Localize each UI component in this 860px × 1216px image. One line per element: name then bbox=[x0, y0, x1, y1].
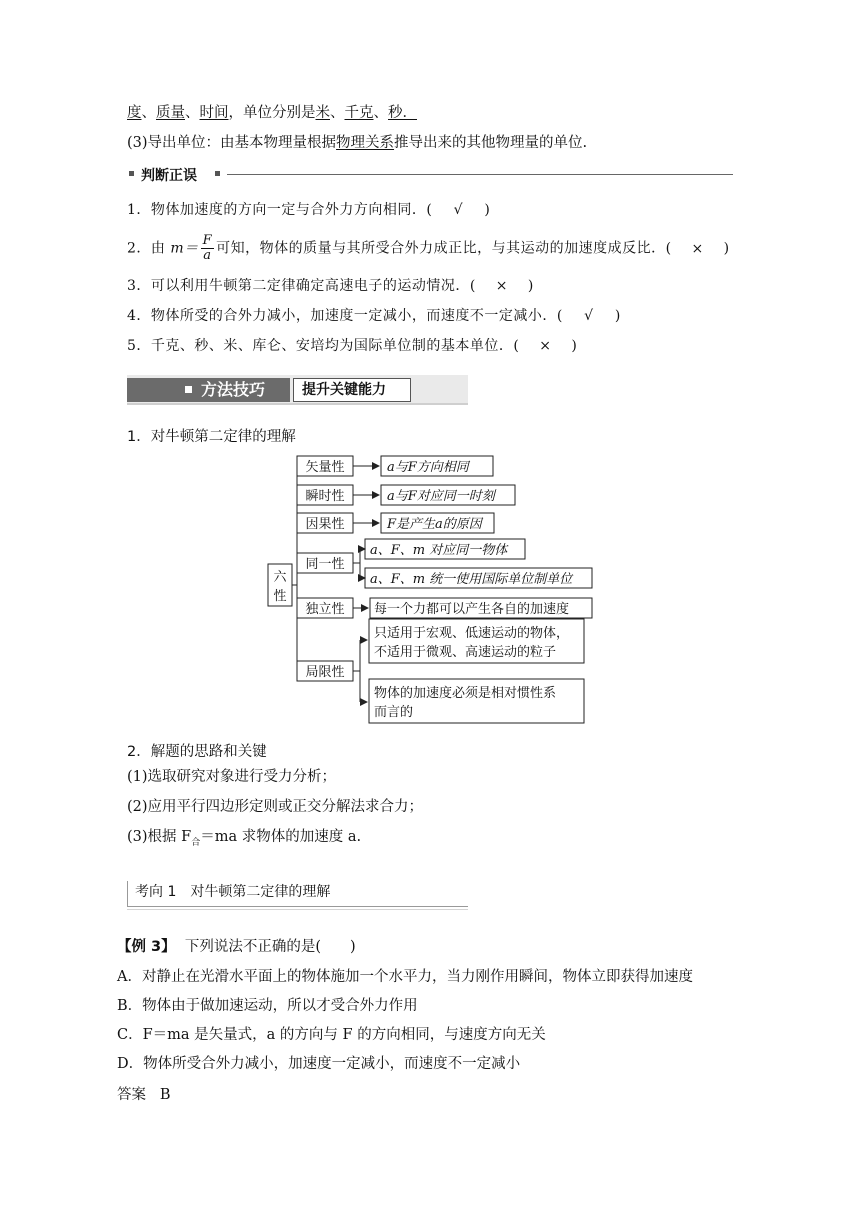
option-b: B．物体由于做加速运动，所以才受合外力作用 bbox=[117, 998, 418, 1014]
property-label: 因果性 bbox=[305, 517, 345, 532]
kaoxiang-header bbox=[127, 878, 468, 910]
intro-line-1 bbox=[127, 103, 417, 123]
banner-right-box bbox=[293, 378, 411, 402]
kaoxiang-title: 考向 1 对牛顿第二定律的理解 bbox=[135, 884, 331, 900]
judge-mark: × bbox=[539, 338, 552, 354]
judge-item-text: 5．千克、秒、米、库仑、安培均为国际单位制的基本单位．( bbox=[127, 338, 520, 354]
header-rule bbox=[127, 906, 468, 907]
paren: ) bbox=[484, 202, 491, 218]
intro-text: 推导出来的其他物理量的单位. bbox=[394, 135, 588, 151]
paren: ) bbox=[723, 240, 730, 257]
answer-label: 答案 bbox=[117, 1087, 146, 1103]
section-1-title: 1．对牛顿第二定律的理解 bbox=[127, 429, 296, 445]
description-text: a与F方向相同 bbox=[387, 460, 469, 475]
question-text: 下列说法不正确的是( ) bbox=[184, 939, 356, 955]
description-text: a与F对应同一时刻 bbox=[387, 489, 495, 504]
fraction bbox=[201, 234, 215, 263]
fraction-numerator: F bbox=[202, 233, 213, 248]
root-label: 六 bbox=[273, 570, 287, 585]
banner-right-title: 提升关键能力 bbox=[302, 382, 386, 398]
separator: 、 bbox=[141, 105, 156, 121]
intro-text: ，单位分别是 bbox=[228, 105, 316, 121]
separator: 、 bbox=[330, 105, 345, 121]
judge-item-5 bbox=[127, 336, 577, 356]
option-c: C．F＝ma 是矢量式，a 的方向与 F 的方向相同，与速度方向无关 bbox=[117, 1027, 546, 1043]
judge-item-1 bbox=[127, 200, 490, 220]
example-question bbox=[117, 937, 356, 957]
intro-text: (3)导出单位：由基本物理量根据 bbox=[127, 135, 337, 151]
step-1: (1)选取研究对象进行受力分析； bbox=[127, 769, 337, 785]
option-a: A．对静止在光滑水平面上的物体施加一个水平力，当力刚作用瞬间，物体立即获得加速度 bbox=[117, 969, 693, 985]
paren: ) bbox=[527, 278, 534, 294]
judge-mark: × bbox=[495, 278, 508, 294]
bullet-square-icon bbox=[215, 171, 220, 176]
separator: 、 bbox=[373, 105, 388, 121]
judge-item-text: 4．物体所受的合外力减小，加速度一定减小，而速度不一定减小．( bbox=[127, 308, 563, 324]
property-label: 独立性 bbox=[305, 602, 345, 617]
step-2: (2)应用平行四边形定则或正交分解法求合力； bbox=[127, 799, 424, 815]
unit-meter: 米 bbox=[315, 105, 330, 121]
physical-relation: 物理关系 bbox=[336, 135, 395, 151]
judge-item-text: 1．物体加速度的方向一定与合外力方向相同．( bbox=[127, 202, 433, 218]
description-text: F是产生a的原因 bbox=[387, 517, 482, 532]
answer-line bbox=[117, 1085, 170, 1105]
unit-second: 秒． bbox=[388, 105, 417, 121]
judge-mark: √ bbox=[584, 308, 594, 324]
judge-item-text: 2．由 bbox=[127, 240, 171, 257]
judge-item-4 bbox=[127, 306, 621, 326]
property-label: 局限性 bbox=[305, 665, 345, 680]
bullet-square-icon bbox=[129, 171, 134, 176]
description-text: 不适用于微观、高速运动的粒子 bbox=[374, 645, 557, 660]
step-3 bbox=[127, 827, 361, 853]
step-text: (3)根据 F bbox=[127, 829, 192, 845]
fraction-denominator: a bbox=[203, 248, 212, 263]
judge-mark: √ bbox=[453, 202, 464, 218]
paren: ) bbox=[614, 308, 621, 324]
description-text: 而言的 bbox=[374, 705, 414, 720]
root-label: 性 bbox=[273, 589, 287, 604]
intro-word-mass: 质量 bbox=[156, 105, 185, 121]
description-text: 物体的加速度必须是相对惯性系 bbox=[374, 686, 557, 701]
judge-item-text: 可知，物体的质量与其所受合外力成正比，与其运动的加速度成反比．( bbox=[216, 240, 672, 257]
answer-value: B bbox=[159, 1087, 171, 1103]
intro-word-length: 度 bbox=[127, 105, 142, 121]
banner-underline bbox=[127, 403, 468, 405]
subscript: 合 bbox=[191, 837, 201, 848]
formula-lhs: m＝ bbox=[170, 240, 199, 257]
paren: ) bbox=[571, 338, 578, 354]
property-label: 矢量性 bbox=[305, 460, 345, 475]
judge-item-3 bbox=[127, 276, 534, 296]
header-rule bbox=[227, 174, 733, 175]
judge-item-text: 3．可以利用牛顿第二定律确定高速电子的运动情况．( bbox=[127, 278, 476, 294]
judge-title: 判断正误 bbox=[141, 168, 197, 184]
separator: 、 bbox=[185, 105, 200, 121]
section-2-title: 2．解题的思路和关键 bbox=[127, 744, 267, 760]
description-text: a、F、m 对应同一物体 bbox=[370, 543, 508, 558]
intro-line-2 bbox=[127, 133, 587, 153]
method-banner bbox=[127, 375, 468, 405]
unit-kilogram: 千克 bbox=[344, 105, 374, 121]
intro-word-time: 时间 bbox=[199, 105, 229, 121]
judge-mark: × bbox=[691, 240, 704, 257]
property-label: 同一性 bbox=[305, 557, 345, 572]
bullet-square-icon bbox=[185, 386, 192, 393]
description-text: 只适用于宏观、低速运动的物体， bbox=[374, 626, 570, 641]
property-label: 瞬时性 bbox=[305, 489, 345, 504]
option-d: D．物体所受合外力减小，加速度一定减小，而速度不一定减小 bbox=[117, 1056, 521, 1072]
six-properties-diagram bbox=[260, 452, 605, 727]
judge-item-2 bbox=[127, 234, 730, 263]
step-text: ＝ma 求物体的加速度 a. bbox=[200, 829, 362, 845]
example-label: 【例 3】 bbox=[117, 939, 176, 955]
header-rule bbox=[127, 881, 128, 906]
description-text: a、F、m 统一使用国际单位制单位 bbox=[370, 572, 573, 587]
header-rule bbox=[127, 909, 468, 910]
description-text: 每一个力都可以产生各自的加速度 bbox=[374, 602, 570, 617]
banner-left-title: 方法技巧 bbox=[201, 380, 266, 399]
judge-header bbox=[127, 165, 733, 185]
